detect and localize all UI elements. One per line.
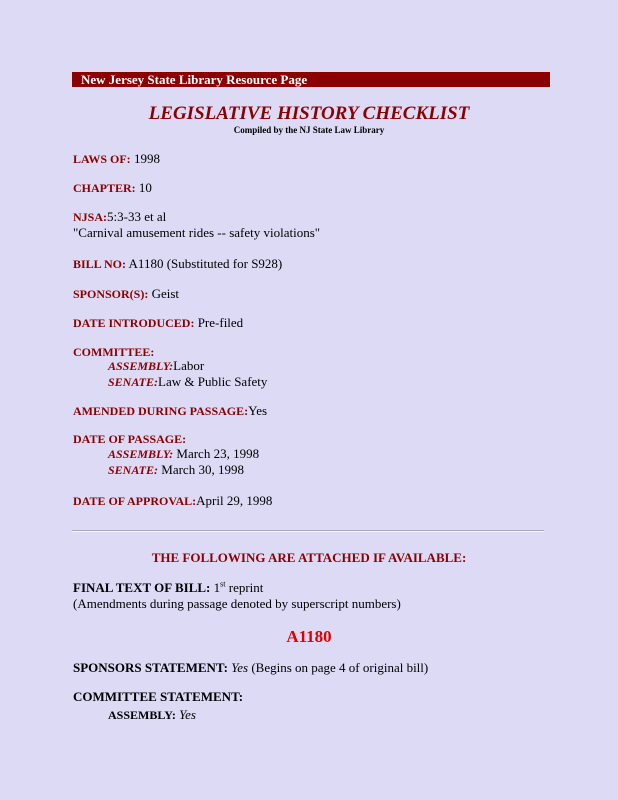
bill-no-row bbox=[73, 256, 282, 272]
chapter-value: 10 bbox=[135, 180, 152, 195]
laws-of-label: LAWS OF: bbox=[73, 152, 131, 166]
laws-of-row bbox=[73, 151, 160, 167]
date-of-approval-value: April 29, 1998 bbox=[196, 493, 273, 508]
section-divider bbox=[72, 530, 544, 532]
sponsors-label: SPONSOR(S): bbox=[73, 287, 149, 301]
bill-number-heading: A1180 bbox=[286, 627, 332, 646]
sponsors-statement-row bbox=[73, 660, 428, 676]
njsa-label: NJSA: bbox=[73, 210, 108, 224]
bill-no-label: BILL NO: bbox=[73, 257, 127, 271]
committee-statement-assembly-row bbox=[108, 707, 196, 723]
date-introduced-row bbox=[73, 315, 243, 331]
njsa-description: "Carnival amusement rides -- safety violations" bbox=[73, 225, 321, 240]
committee-statement-assembly-label: ASSEMBLY: bbox=[108, 708, 176, 722]
date-introduced-label: DATE INTRODUCED: bbox=[73, 316, 195, 330]
final-text-label: FINAL TEXT OF BILL: bbox=[73, 580, 211, 595]
date-of-approval-row bbox=[73, 493, 272, 509]
resource-page-banner bbox=[72, 72, 550, 87]
page-title: LEGISLATIVE HISTORY CHECKLIST bbox=[148, 103, 470, 124]
amended-row bbox=[73, 403, 267, 419]
passage-assembly-label: ASSEMBLY: bbox=[108, 447, 174, 461]
chapter-row bbox=[73, 180, 152, 196]
page-subtitle: Compiled by the NJ State Law Library bbox=[233, 125, 385, 135]
committee-senate-value: Law & Public Safety bbox=[158, 374, 268, 389]
passage-senate-label: SENATE: bbox=[108, 463, 159, 477]
laws-of-value: 1998 bbox=[130, 151, 160, 166]
amended-value: Yes bbox=[248, 403, 268, 418]
sponsors-statement-yes: Yes bbox=[227, 660, 249, 675]
final-text-number: 1 bbox=[210, 580, 221, 595]
final-text-superscript: st bbox=[220, 579, 226, 589]
banner-text: New Jersey State Library Resource Page bbox=[81, 72, 308, 87]
passage-assembly-value: March 23, 1998 bbox=[173, 446, 260, 461]
date-of-passage-label: DATE OF PASSAGE: bbox=[73, 432, 187, 446]
committee-label: COMMITTEE: bbox=[73, 345, 155, 359]
attached-heading: THE FOLLOWING ARE ATTACHED IF AVAILABLE: bbox=[151, 550, 467, 565]
committee-assembly-value: Labor bbox=[173, 358, 205, 373]
chapter-label: CHAPTER: bbox=[73, 181, 136, 195]
sponsors-statement-label: SPONSORS STATEMENT: bbox=[73, 660, 228, 675]
sponsors-row bbox=[73, 286, 179, 302]
njsa-value: 5:3-33 et al bbox=[107, 209, 167, 224]
committee-assembly-row bbox=[108, 358, 204, 374]
date-of-approval-label: DATE OF APPROVAL: bbox=[73, 494, 197, 508]
sponsors-value: Geist bbox=[148, 286, 180, 301]
sponsors-statement-note: (Begins on page 4 of original bill) bbox=[248, 660, 429, 675]
committee-statement-assembly-value: Yes bbox=[175, 707, 196, 722]
final-text-note: (Amendments during passage denoted by superscript numbers) bbox=[73, 596, 401, 611]
passage-senate-row bbox=[108, 462, 244, 478]
date-introduced-value: Pre-filed bbox=[194, 315, 244, 330]
njsa-row bbox=[73, 209, 166, 225]
amended-label: AMENDED DURING PASSAGE: bbox=[73, 404, 249, 418]
passage-assembly-row bbox=[108, 446, 259, 462]
final-text-rest: reprint bbox=[225, 580, 264, 595]
committee-senate-label: SENATE: bbox=[108, 375, 159, 389]
final-text-row bbox=[73, 580, 263, 596]
committee-assembly-label: ASSEMBLY: bbox=[108, 359, 174, 373]
bill-no-value: A1180 (Substituted for S928) bbox=[126, 256, 283, 271]
committee-senate-row bbox=[108, 374, 267, 390]
committee-statement-label: COMMITTEE STATEMENT: bbox=[73, 689, 244, 704]
passage-senate-value: March 30, 1998 bbox=[158, 462, 244, 477]
